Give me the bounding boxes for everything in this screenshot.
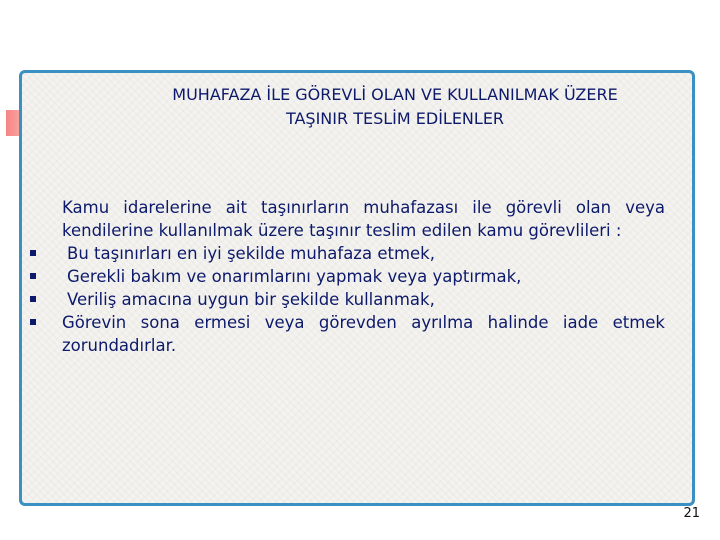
title-line-1: MUHAFAZA İLE GÖREVLİ OLAN VE KULLANILMAK ÜZERE <box>172 85 618 104</box>
list-item-text: Veriliş amacına uygun bir şekilde kullanmak, <box>67 290 435 309</box>
square-bullet-icon <box>30 319 36 325</box>
page-number: 21 <box>683 506 700 521</box>
square-bullet-icon <box>30 273 36 279</box>
bullet-list <box>30 242 665 357</box>
title-line-2: TAŞINIR TESLİM EDİLENLER <box>285 109 505 128</box>
slide-title <box>100 83 690 131</box>
slide-body <box>30 196 665 357</box>
square-bullet-icon <box>30 296 36 302</box>
list-item-text: Bu taşınırları en iyi şekilde muhafaza etmek, <box>67 244 435 263</box>
list-item-text: Görevin sona ermesi veya görevden ayrılma halinde iade etmek zorundadırlar. <box>62 313 665 355</box>
list-item <box>30 288 665 311</box>
list-item-text: Gerekli bakım ve onarımlarını yapmak veya yaptırmak, <box>67 267 522 286</box>
list-item <box>30 242 665 265</box>
intro-paragraph: Kamu idarelerine ait taşınırların muhafazası ile görevli olan veya kendilerine kullanılmak üzere taşınır teslim edilen kamu görevlileri : <box>62 198 665 240</box>
list-item <box>30 265 665 288</box>
list-item <box>30 311 665 357</box>
square-bullet-icon <box>30 250 36 256</box>
